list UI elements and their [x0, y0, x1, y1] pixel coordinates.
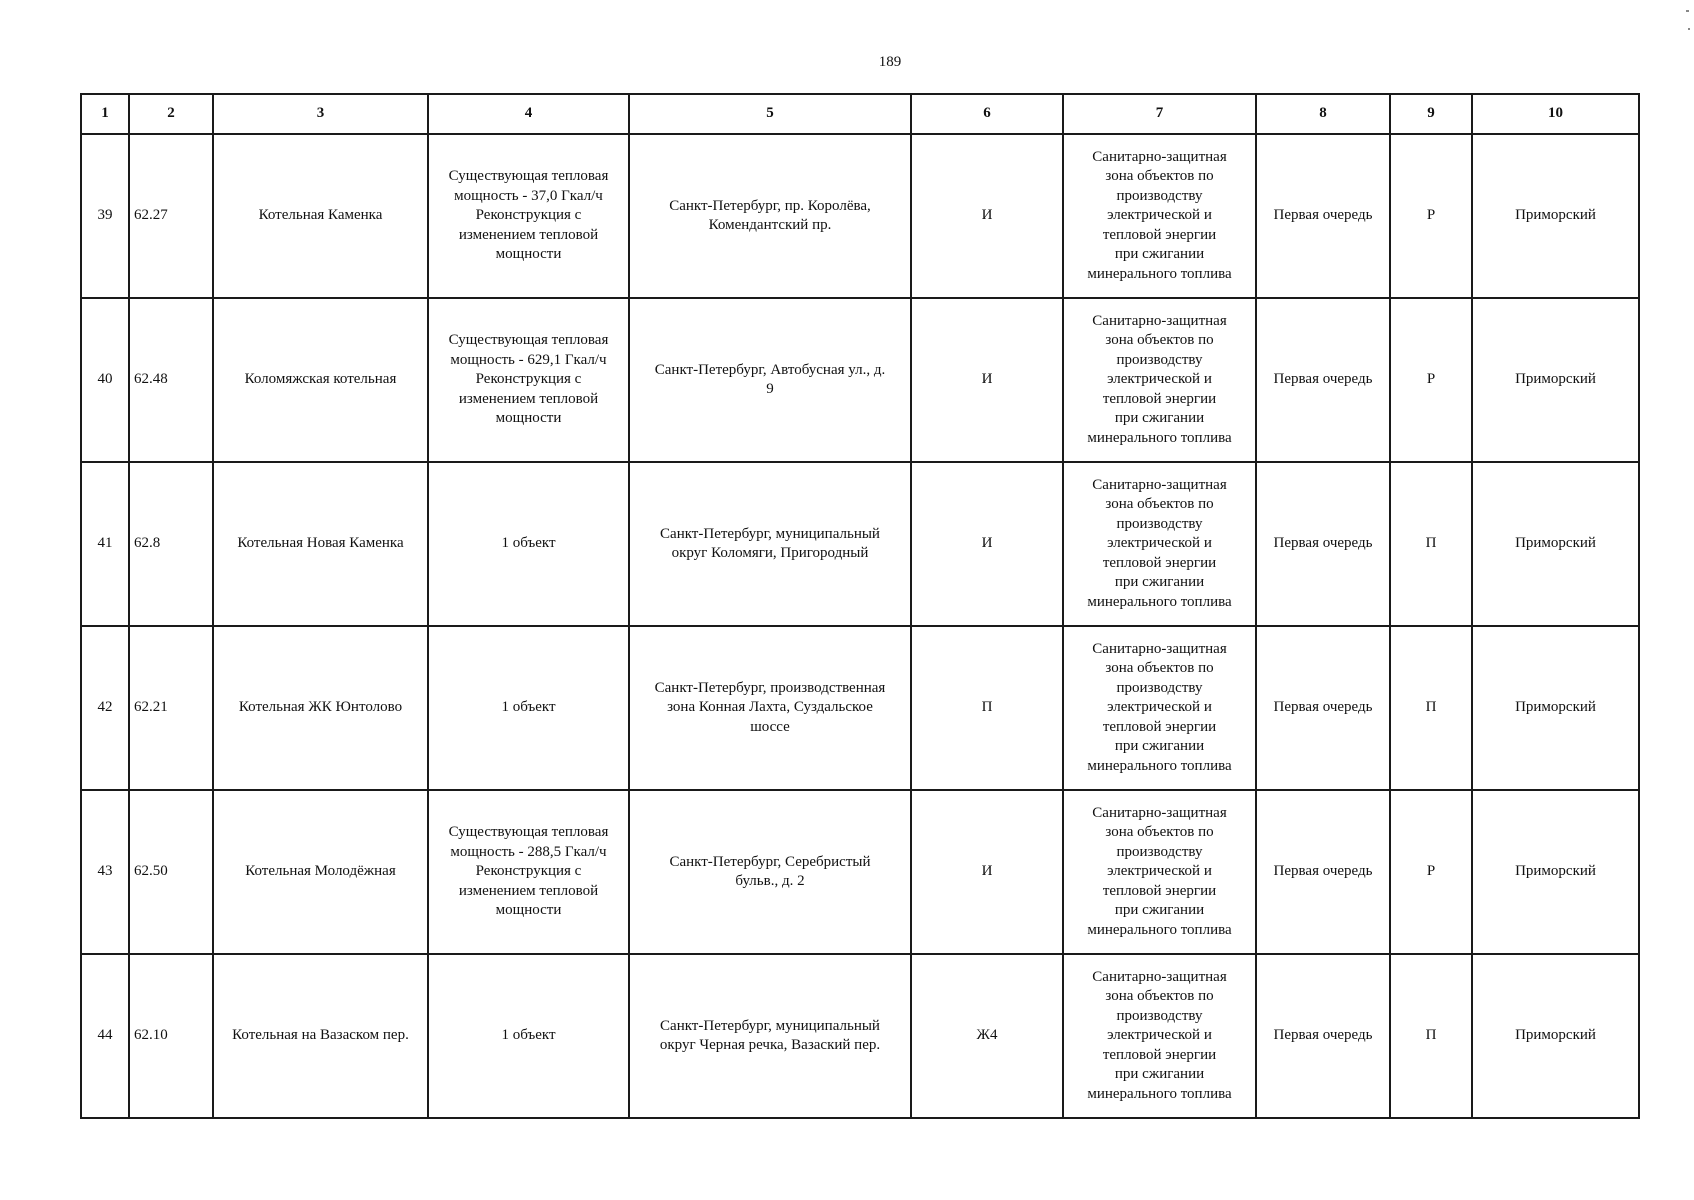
table-row — [81, 298, 1639, 462]
district: Приморский — [1472, 954, 1639, 1118]
column-header: 8 — [1256, 94, 1390, 134]
district: Приморский — [1472, 134, 1639, 298]
page-number: 189 — [878, 54, 902, 70]
object-capacity: 1 объект — [428, 626, 629, 790]
implementation-stage: Первая очередь — [1256, 298, 1390, 462]
object-address: Санкт-Петербург, Серебристый бульв., д. 2 — [629, 790, 911, 954]
zone-code: Ж4 — [911, 954, 1063, 1118]
object-capacity: 1 объект — [428, 462, 629, 626]
restriction-zone: Санитарно-защитная зона объектов по производству электрической и тепловой энергии при сжигании минерального топлива — [1063, 462, 1256, 626]
object-code: 62.27 — [129, 134, 213, 298]
district: Приморский — [1472, 626, 1639, 790]
column-header: 9 — [1390, 94, 1472, 134]
object-address: Санкт-Петербург, пр. Королёва, Комендантский пр. — [629, 134, 911, 298]
implementation-stage: Первая очередь — [1256, 790, 1390, 954]
object-address: Санкт-Петербург, Автобусная ул., д. 9 — [629, 298, 911, 462]
object-name: Котельная Молодёжная — [213, 790, 428, 954]
implementation-stage: Первая очередь — [1256, 626, 1390, 790]
column-header: 10 — [1472, 94, 1639, 134]
object-name: Котельная на Вазаском пер. — [213, 954, 428, 1118]
zone-code: И — [911, 134, 1063, 298]
object-code: 62.48 — [129, 298, 213, 462]
column-header: 1 — [81, 94, 129, 134]
row-number: 43 — [81, 790, 129, 954]
object-table — [80, 93, 1640, 1119]
restriction-zone: Санитарно-защитная зона объектов по производству электрической и тепловой энергии при сжигании минерального топлива — [1063, 626, 1256, 790]
object-capacity: 1 объект — [428, 954, 629, 1118]
object-address: Санкт-Петербург, муниципальный округ Черная речка, Вазаский пер. — [629, 954, 911, 1118]
district: Приморский — [1472, 462, 1639, 626]
table-row — [81, 790, 1639, 954]
restriction-zone: Санитарно-защитная зона объектов по производству электрической и тепловой энергии при сжигании минерального топлива — [1063, 134, 1256, 298]
column-header: 2 — [129, 94, 213, 134]
restriction-zone: Санитарно-защитная зона объектов по производству электрической и тепловой энергии при сжигании минерального топлива — [1063, 790, 1256, 954]
object-code: 62.50 — [129, 790, 213, 954]
scan-speck — [1688, 28, 1690, 30]
object-status: П — [1390, 626, 1472, 790]
table-row — [81, 954, 1639, 1118]
object-address: Санкт-Петербург, производственная зона Конная Лахта, Суздальское шоссе — [629, 626, 911, 790]
object-status: Р — [1390, 298, 1472, 462]
implementation-stage: Первая очередь — [1256, 462, 1390, 626]
column-header: 3 — [213, 94, 428, 134]
district: Приморский — [1472, 298, 1639, 462]
object-name: Котельная Новая Каменка — [213, 462, 428, 626]
table-row — [81, 626, 1639, 790]
column-header: 7 — [1063, 94, 1256, 134]
restriction-zone: Санитарно-защитная зона объектов по производству электрической и тепловой энергии при сжигании минерального топлива — [1063, 954, 1256, 1118]
object-status: П — [1390, 954, 1472, 1118]
scan-speck — [1686, 10, 1689, 12]
object-name: Коломяжская котельная — [213, 298, 428, 462]
zone-code: И — [911, 298, 1063, 462]
zone-code: И — [911, 790, 1063, 954]
object-code: 62.10 — [129, 954, 213, 1118]
object-address: Санкт-Петербург, муниципальный округ Коломяги, Пригородный — [629, 462, 911, 626]
column-header: 6 — [911, 94, 1063, 134]
object-capacity: Существующая тепловая мощность - 288,5 Гкал/ч Реконструкция с изменением тепловой мощности — [428, 790, 629, 954]
row-number: 41 — [81, 462, 129, 626]
row-number: 44 — [81, 954, 129, 1118]
object-status: П — [1390, 462, 1472, 626]
district: Приморский — [1472, 790, 1639, 954]
object-capacity: Существующая тепловая мощность - 37,0 Гкал/ч Реконструкция с изменением тепловой мощности — [428, 134, 629, 298]
object-name: Котельная Каменка — [213, 134, 428, 298]
zone-code: П — [911, 626, 1063, 790]
object-status: Р — [1390, 134, 1472, 298]
row-number: 39 — [81, 134, 129, 298]
implementation-stage: Первая очередь — [1256, 134, 1390, 298]
table-row — [81, 134, 1639, 298]
row-number: 42 — [81, 626, 129, 790]
implementation-stage: Первая очередь — [1256, 954, 1390, 1118]
column-header: 4 — [428, 94, 629, 134]
row-number: 40 — [81, 298, 129, 462]
restriction-zone: Санитарно-защитная зона объектов по производству электрической и тепловой энергии при сжигании минерального топлива — [1063, 298, 1256, 462]
object-capacity: Существующая тепловая мощность - 629,1 Гкал/ч Реконструкция с изменением тепловой мощности — [428, 298, 629, 462]
object-code: 62.21 — [129, 626, 213, 790]
table-row — [81, 462, 1639, 626]
table-header-row — [81, 94, 1639, 134]
object-code: 62.8 — [129, 462, 213, 626]
column-header: 5 — [629, 94, 911, 134]
object-status: Р — [1390, 790, 1472, 954]
object-name: Котельная ЖК Юнтолово — [213, 626, 428, 790]
zone-code: И — [911, 462, 1063, 626]
